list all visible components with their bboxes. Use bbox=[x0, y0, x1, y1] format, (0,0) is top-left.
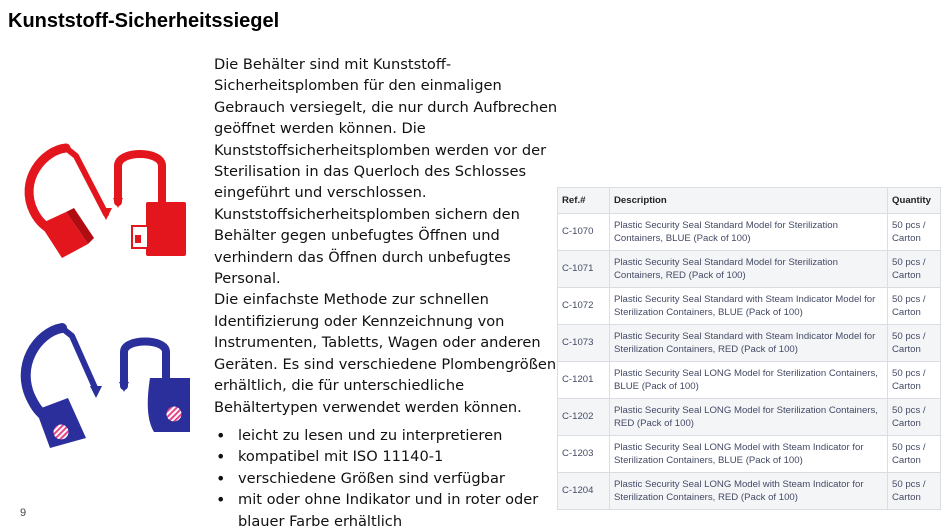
quantity-cell: 50 pcs / Carton bbox=[888, 214, 941, 251]
description-cell: Plastic Security Seal Standard Model for Sterilization Containers, RED (Pack of 100) bbox=[610, 251, 888, 288]
product-reference-table bbox=[557, 187, 941, 510]
ref-cell: C-1203 bbox=[558, 436, 610, 473]
description-cell: Plastic Security Seal Standard with Steam Indicator Model for Sterilization Containers, RED (Pack of 100) bbox=[610, 325, 888, 362]
quantity-cell: 50 pcs / Carton bbox=[888, 325, 941, 362]
description-text bbox=[214, 54, 559, 418]
ref-cell: C-1070 bbox=[558, 214, 610, 251]
feature-item: • verschiedene Größen sind verfügbar bbox=[214, 468, 559, 489]
description-cell: Plastic Security Seal Standard Model for Sterilization Containers, BLUE (Pack of 100) bbox=[610, 214, 888, 251]
quantity-cell: 50 pcs / Carton bbox=[888, 399, 941, 436]
ref-cell: C-1073 bbox=[558, 325, 610, 362]
feature-list bbox=[214, 425, 559, 532]
red-security-seals-image bbox=[14, 140, 194, 270]
table-row bbox=[558, 362, 941, 399]
page-title: Kunststoff-Sicherheitssiegel bbox=[8, 10, 280, 32]
table-row bbox=[558, 399, 941, 436]
blue-security-seals-with-indicator-image bbox=[14, 320, 194, 450]
ref-cell: C-1072 bbox=[558, 288, 610, 325]
description-cell: Plastic Security Seal Standard with Steam Indicator Model for Sterilization Containers, BLUE (Pack of 100) bbox=[610, 288, 888, 325]
table-row bbox=[558, 325, 941, 362]
description-paragraph: Die einfachste Methode zur schnellen Identifizierung oder Kennzeichnung von Instrumenten, Tabletts, Wagen oder anderen Geräten. Es sind verschiedene Plombengrößen erhältlich, die für unterschiedliche Behältertypen verwendet werden können. bbox=[214, 291, 557, 416]
slide-number: 9 bbox=[20, 507, 27, 519]
description-cell: Plastic Security Seal LONG Model with Steam Indicator for Sterilization Containers, RED (Pack of 100) bbox=[610, 473, 888, 510]
table-row bbox=[558, 288, 941, 325]
ref-cell: C-1204 bbox=[558, 473, 610, 510]
description-paragraph: Kunststoffsicherheitsplomben sichern den Behälter gegen unbefugtes Öffnen und verhindern das Öffnen durch unbefugtes Personal. bbox=[214, 205, 520, 288]
feature-item: • mit oder ohne Indikator und in roter oder blauer Farbe erhältlich bbox=[214, 489, 559, 532]
quantity-cell: 50 pcs / Carton bbox=[888, 362, 941, 399]
table-row bbox=[558, 436, 941, 473]
table-row bbox=[558, 473, 941, 510]
description-cell: Plastic Security Seal LONG Model for Sterilization Containers, BLUE (Pack of 100) bbox=[610, 362, 888, 399]
quantity-cell: 50 pcs / Carton bbox=[888, 436, 941, 473]
description-cell: Plastic Security Seal LONG Model with Steam Indicator for Sterilization Containers, BLUE (Pack of 100) bbox=[610, 436, 888, 473]
column-header-quantity: Quantity bbox=[888, 188, 941, 214]
quantity-cell: 50 pcs / Carton bbox=[888, 473, 941, 510]
ref-cell: C-1071 bbox=[558, 251, 610, 288]
description-cell: Plastic Security Seal LONG Model for Sterilization Containers, RED (Pack of 100) bbox=[610, 399, 888, 436]
column-header-description: Description bbox=[610, 188, 888, 214]
quantity-cell: 50 pcs / Carton bbox=[888, 251, 941, 288]
feature-item: • kompatibel mit ISO 11140-1 bbox=[214, 446, 559, 467]
ref-cell: C-1202 bbox=[558, 399, 610, 436]
table-row bbox=[558, 251, 941, 288]
table-header-row bbox=[558, 188, 941, 214]
column-header-ref: Ref.# bbox=[558, 188, 610, 214]
quantity-cell: 50 pcs / Carton bbox=[888, 288, 941, 325]
ref-cell: C-1201 bbox=[558, 362, 610, 399]
feature-item: • leicht zu lesen und zu interpretieren bbox=[214, 425, 559, 446]
table-row bbox=[558, 214, 941, 251]
description-paragraph: Die Behälter sind mit Kunststoff-Sicherheitsplomben für den einmaligen Gebrauch versiegelt, die nur durch Aufbrechen geöffnet werden können. Die Kunststoffsicherheitsplomben werden vor der Sterilisation in das Querloch des Schlosses eingeführt und verschlossen. bbox=[214, 56, 558, 202]
